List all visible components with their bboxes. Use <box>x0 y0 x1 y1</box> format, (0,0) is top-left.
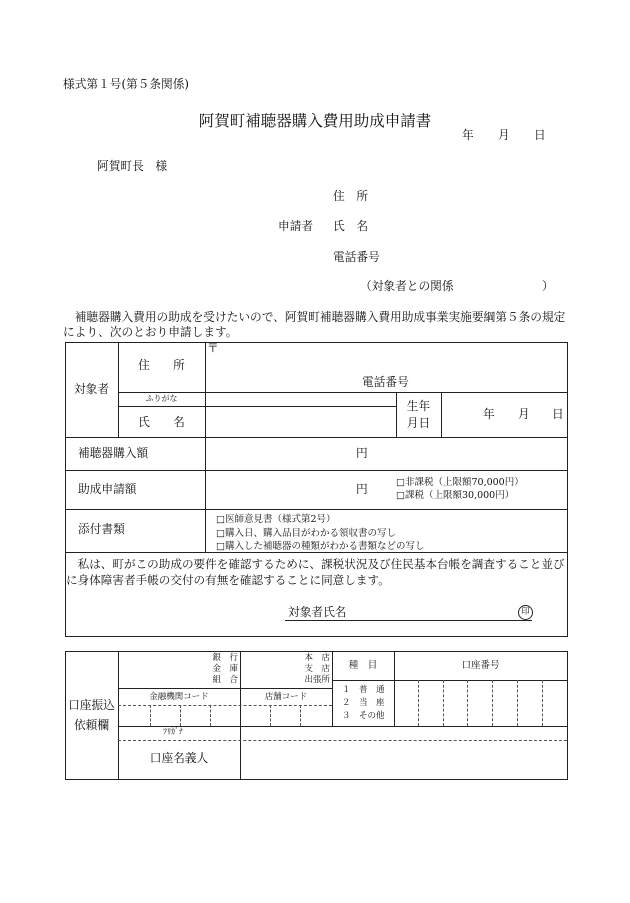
birthdate-month-label: 月 <box>518 407 530 421</box>
account-digit-divider <box>542 680 543 726</box>
purchase-amount-unit: 円 <box>356 446 368 460</box>
attachment-item: □購入した補聴器の種類がわかる書類などの写し <box>216 541 425 552</box>
attachment-item: □購入日、購入品目がわかる領収書の写し <box>216 528 396 539</box>
bank-section-label: 口座振込 <box>68 698 115 712</box>
institution-type: 組 合 <box>212 675 238 685</box>
tax-option-taxable: □課税（上限額30,000円） <box>396 490 515 501</box>
branch-type: 本 店 <box>304 653 330 663</box>
intro-line: 補聴器購入費用の助成を受けたいので、阿賀町補聴器購入費用助成事業実施要綱第５条の規定 <box>63 310 566 324</box>
consent-line: に身体障害者手帳の交付の有無を確認することに同意します。 <box>66 573 390 587</box>
code-cell-divider <box>210 705 211 726</box>
account-type-option: ２ 当 座 <box>342 698 385 708</box>
relation-label: （対象者との関係 <box>360 279 454 293</box>
account-digit-divider <box>443 680 444 726</box>
date-year-label: 年 <box>462 128 474 142</box>
table-rule <box>65 552 567 553</box>
subject-phone-label: 電話番号 <box>362 375 409 389</box>
subject-furigana-field <box>206 393 395 405</box>
table-rule <box>65 470 567 471</box>
institution-type: 銀 行 <box>212 653 238 663</box>
code-cell-divider <box>150 705 151 726</box>
subject-name-label: 氏 名 <box>138 415 185 429</box>
furigana-label: ふりがな <box>145 394 178 403</box>
attachments-label: 添付書類 <box>78 522 125 536</box>
account-type-label: 種 目 <box>348 660 378 671</box>
account-holder-label: 口座名義人 <box>149 751 209 765</box>
applicant-address-label: 住 所 <box>333 189 369 203</box>
subject-address-field <box>206 356 566 374</box>
date-day-label: 日 <box>534 128 546 142</box>
table-rule <box>118 688 332 689</box>
table-rule <box>65 509 567 510</box>
subject-label: 対象者 <box>73 382 110 396</box>
institution-code-label: 金融機関コード <box>149 692 209 702</box>
applicant-phone-label: 電話番号 <box>333 250 380 264</box>
holder-kana-field <box>241 727 566 739</box>
institution-name-field <box>119 652 195 687</box>
seal-mark: 印 <box>518 605 533 620</box>
requested-amount-label: 助成申請額 <box>78 482 137 496</box>
attachment-item: □医師意見書（様式第2号） <box>216 514 336 525</box>
holder-kana-label: ﾌﾘｶﾞﾅ <box>163 727 183 736</box>
birthdate-day-label: 日 <box>552 407 564 421</box>
birthdate-year-label: 年 <box>483 407 495 421</box>
purchase-amount-label: 補聴器購入額 <box>78 446 149 460</box>
relation-close-paren: ） <box>542 279 554 293</box>
account-type-option: ３ その他 <box>342 711 385 721</box>
form-number: 様式第１号(第５条関係) <box>63 77 189 91</box>
intro-line: により、次のとおり申請します。 <box>63 325 238 339</box>
consent-line: 私は、町がこの助成の要件を確認するために、課税状況及び住民基本台帳を調査すること並び <box>66 557 565 571</box>
signature-label: 対象者氏名 <box>288 605 347 619</box>
code-cell-divider <box>300 705 301 726</box>
account-digit-divider <box>418 680 419 726</box>
subject-address-label: 住 所 <box>138 358 185 372</box>
table-rule <box>396 392 397 437</box>
applicant-name-label: 氏 名 <box>333 219 369 233</box>
applicant-label: 申請者 <box>278 219 314 233</box>
subject-name-field <box>206 407 395 436</box>
account-holder-field <box>241 741 566 778</box>
table-rule <box>441 392 442 437</box>
addressee: 阿賀町長 様 <box>97 159 168 173</box>
code-cell-divider <box>270 705 271 726</box>
institution-type: 金 庫 <box>212 664 238 674</box>
account-type-option: １ 普 通 <box>342 685 385 695</box>
code-cell-divider <box>180 705 181 726</box>
bank-section-label: 依頼欄 <box>73 718 110 732</box>
branch-type: 支 店 <box>304 664 330 674</box>
account-number-label: 口座番号 <box>461 660 500 671</box>
form-title: 阿賀町補聴器購入費用助成申請書 <box>198 112 432 130</box>
table-rule <box>332 680 567 681</box>
table-rule <box>65 437 567 438</box>
account-digit-divider <box>517 680 518 726</box>
account-digit-divider <box>492 680 493 726</box>
birthdate-label: 月日 <box>406 416 431 430</box>
postal-mark: 〒 <box>207 341 219 355</box>
branch-code-label: 店舗コード <box>264 692 308 702</box>
signature-underline <box>285 620 532 621</box>
branch-type: 出張所 <box>304 675 330 685</box>
account-digit-divider <box>467 680 468 726</box>
birthdate-label: 生年 <box>406 399 431 413</box>
tax-option-nontaxable: □非課税（上限額70,000円） <box>396 477 524 488</box>
date-month-label: 月 <box>498 128 510 142</box>
branch-name-field <box>241 652 287 687</box>
requested-amount-unit: 円 <box>356 482 368 496</box>
